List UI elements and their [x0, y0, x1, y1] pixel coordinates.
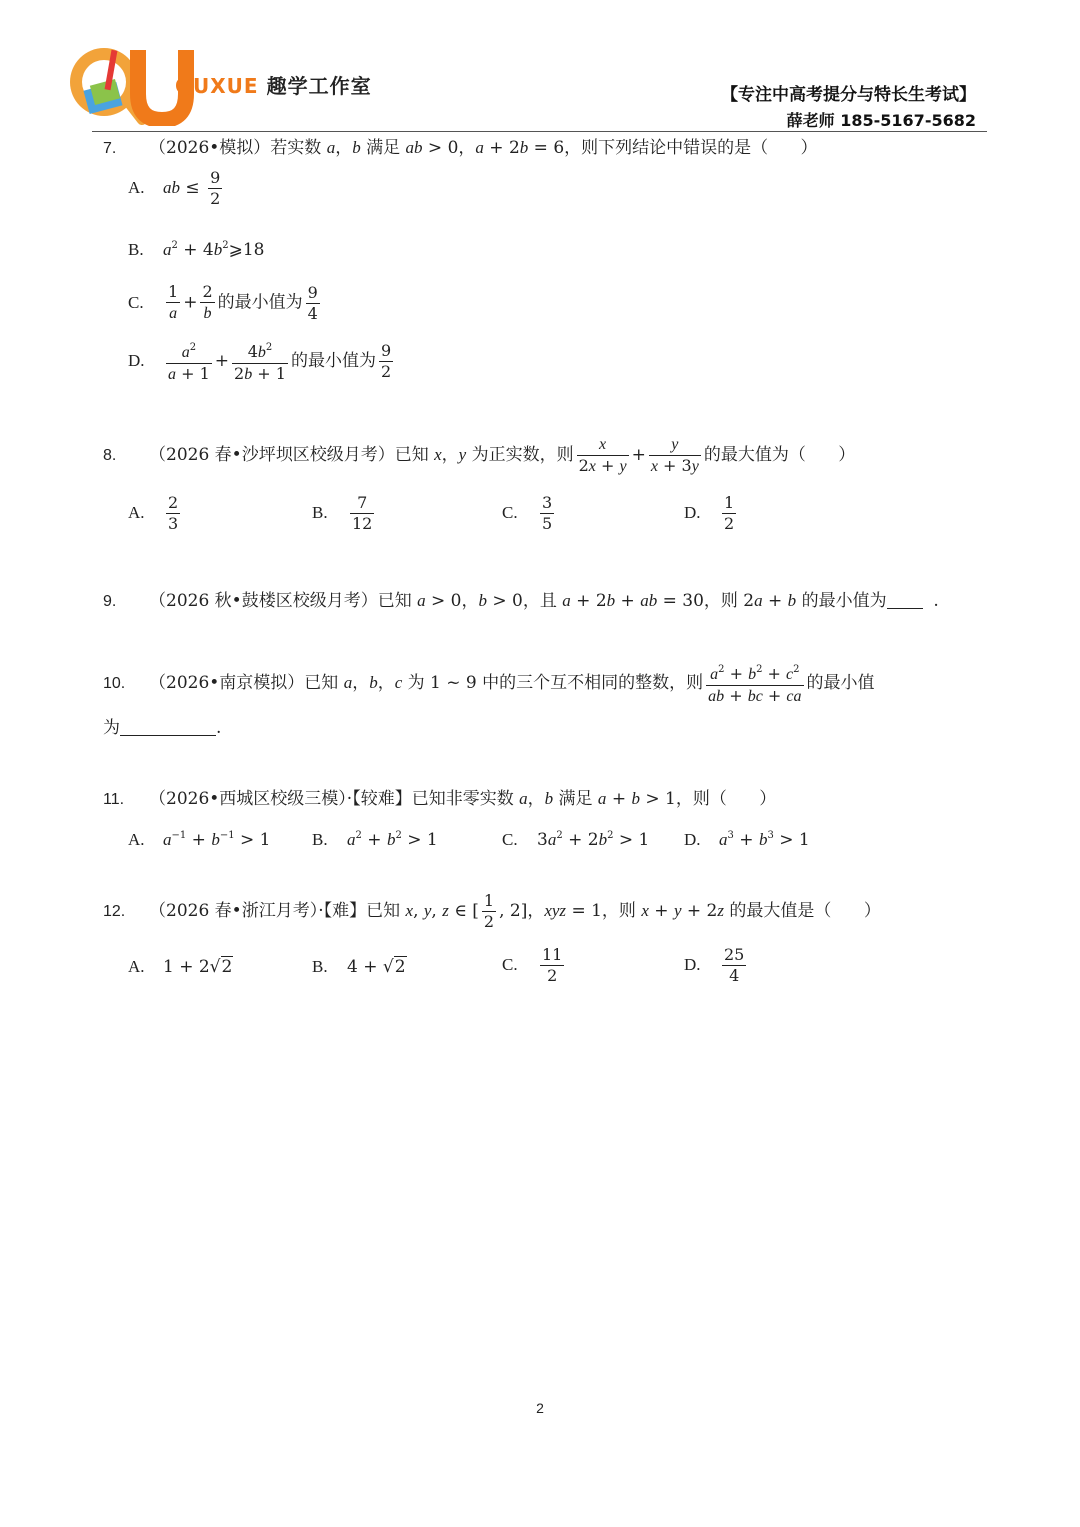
- option-label: C.: [128, 292, 144, 312]
- option-11d: D. $a^3 + b^3 > 1$: [684, 830, 810, 850]
- header-divider: [92, 131, 987, 132]
- question-11: 11. （2026•西城区校级三模）·【较难】已知非零实数 a，b 满足 a + b > 1，则（ ）: [103, 787, 980, 812]
- brand-name: [175, 70, 372, 99]
- question-source: （2026 秋•鼓楼区校级月考）: [149, 591, 378, 611]
- option-label: C.: [502, 503, 518, 522]
- question-7: 7. （2026•模拟）若实数 a，b 满足 ab > 0，a + 2b = 6，则下列结论中错误的是（ ）: [103, 136, 980, 161]
- brand-chinese: 趣学工作室: [266, 74, 372, 98]
- option-label: A.: [128, 503, 145, 522]
- option-11b: B. $a^2 + b^2 > 1$: [312, 830, 438, 850]
- option-8c: C. $\frac{3}{5}$: [502, 493, 553, 533]
- question-number: 12.: [103, 903, 126, 920]
- question-8: 8. （2026 春•沙坪坝区校级月考）已知 x，y 为正实数，则 $\frac{x}{2x + y}$ + $\frac{y}{x + 3y}$ 的最大值为（ ）: [103, 436, 856, 475]
- option-7b: B. $a^2$ + $4b^2⩾18$: [128, 240, 265, 260]
- question-number: 9.: [103, 593, 117, 610]
- option-label: D.: [128, 351, 145, 370]
- question-number: 8.: [103, 447, 117, 464]
- option-8b: B. $\frac{7}{12}$: [312, 493, 373, 533]
- option-label: A.: [128, 830, 145, 849]
- question-source: （2026•模拟）: [149, 138, 271, 158]
- option-label: A.: [128, 957, 145, 976]
- page-number: 2: [536, 1400, 544, 1416]
- option-12c: C. $\frac{11}{2}$: [502, 945, 563, 985]
- question-12: 12. （2026 春•浙江月考）·【难】已知 x, y, z ∈ [ $\frac{1}{2}$ , 2]，xyz = 1，则 x + y + 2z 的最大值是（ ）: [103, 891, 881, 931]
- option-12d: D. $\frac{25}{4}$: [684, 945, 745, 985]
- question-10: 10. （2026•南京模拟）已知 a，b，c 为 1 ~ 9 中的三个互不相同的整数，则 $\frac{a^2 + b^2 + c^2}{ab + bc + ca}$ 的最小值: [103, 660, 980, 707]
- option-label: D.: [684, 830, 701, 849]
- option-7c: C. $\frac{1}{a}$ + $\frac{2}{b}$ 的最小值为 $\frac{9}{4}$: [128, 282, 318, 323]
- question-9: 9. （2026 秋•鼓楼区校级月考）已知 a > 0，b > 0，且 a + 2b + ab = 30，则 2a + b 的最小值为 .: [103, 589, 980, 614]
- brand-latin: QUXUE: [175, 74, 259, 98]
- question-source: （2026 春•沙坪坝区校级月考）: [149, 445, 395, 465]
- option-8d: D. $\frac{1}{2}$: [684, 493, 735, 533]
- option-7a: A. ab ≤ $\frac{9}{2}$: [128, 168, 221, 208]
- option-label: C.: [502, 830, 518, 849]
- question-10-continued: 为 .: [103, 718, 222, 738]
- option-11a: A. $a^{-1} + b^{-1} > 1$: [128, 830, 271, 850]
- header-slogan: 【专注中高考提分与特长生考试】: [721, 85, 976, 105]
- option-label: B.: [312, 957, 328, 976]
- question-number: 11.: [103, 791, 125, 808]
- option-label: D.: [684, 955, 701, 974]
- question-source: （2026•南京模拟）: [149, 673, 305, 693]
- option-label: B.: [312, 503, 328, 522]
- option-label: B.: [312, 830, 328, 849]
- option-label: C.: [502, 955, 518, 974]
- option-11c: C. $3a^2 + 2b^2 > 1$: [502, 830, 650, 850]
- question-source: （2026 春•浙江月考）·【难】: [149, 901, 367, 921]
- option-label: D.: [684, 503, 701, 522]
- option-12b: B. 4 + √2: [312, 957, 406, 977]
- option-label: A.: [128, 178, 145, 197]
- question-number: 7.: [103, 140, 117, 157]
- option-8a: A. $\frac{2}{3}$: [128, 493, 179, 533]
- question-source: （2026•西城区校级三模）·【较难】: [149, 789, 412, 809]
- question-number: 10.: [103, 675, 126, 692]
- option-7d: D. $\frac{a^2}{a + 1}$ + $\frac{4b^2}{2b + 1}$ 的最小值为 $\frac{9}{2}$: [128, 338, 396, 385]
- header-contact: 薛老师 185-5167-5682: [786, 111, 976, 130]
- answer-blank: [120, 735, 216, 736]
- answer-blank: [887, 608, 923, 609]
- option-label: B.: [128, 240, 144, 259]
- option-12a: A. 1 + 2√2: [128, 957, 233, 977]
